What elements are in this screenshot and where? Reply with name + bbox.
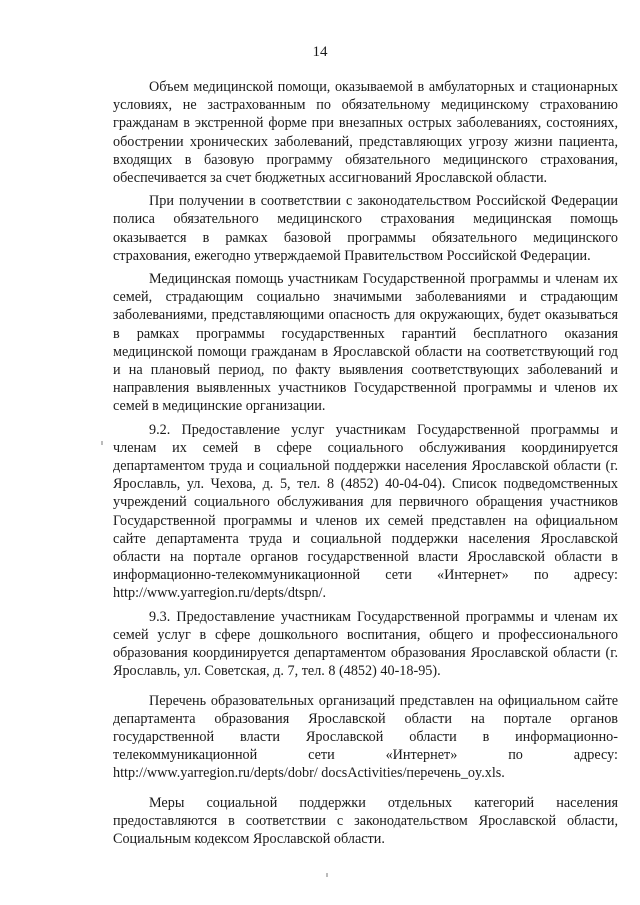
paragraph-9-2-social-services: 9.2. Предоставление услуг участникам Государственной программы и членам их семей в сфере социального обслуживания координируется департаментом труда и социальной поддержки населения Ярославской области (г. Ярославль, ул. Чехова, д. 5, тел. 8 (4852) 40-04-04). Список подведомственных учреждений социального обслуживания для первичного обращения участников Государственной программы и членов их семей представлен на официальном сайте департамента труда и социальной поддержки населения Ярославской области на портале органов государственной власти Ярославской области в информационно-телекоммуникационной сети «Интернет» по адресу: http://www.yarregion.ru/depts/dtspn/. (113, 421, 618, 602)
paragraph-medical-help-volume: Объем медицинской помощи, оказываемой в амбулаторных и стационарных условиях, не застрахованным по обязательному медицинскому страхованию гражданам в экстренной форме при внезапных острых заболеваниях, состояниях, обострении хронических заболеваний, представляющих угрозу жизни пациента, входящих в базовую программу обязательного медицинского страхования, обеспечивается за счет бюджетных ассигнований Ярославской области. (113, 79, 618, 187)
paragraph-social-support-measures: Меры социальной поддержки отдельных категорий населения предоставляются в соответствии с законодательством Ярославской области, Социальным кодексом Ярославской области. (113, 794, 618, 847)
scan-bottom-mark (326, 873, 328, 877)
paragraph-socially-significant-diseases: Медицинская помощь участникам Государственной программы и членам их семей, страдающим социально значимыми заболеваниями и страдающим заболеваниями, представляющими опасность для окружающих, будет оказываться в рамках программы государственных гарантий бесплатного оказания медицинской помощи гражданам в Ярославской области на соответствующий год и на плановый период, по факту выявления соответствующих заболеваний и направления выявленных участников Государственной программы и членов их семей в медицинские организации. (113, 271, 618, 415)
paragraph-insurance-policy: При получении в соответствии с законодательством Российской Федерации полиса обязательного медицинского страхования медицинская помощь оказывается в рамках базовой программы обязательного медицинского страхования, ежегодно утверждаемой Правительством Российской Федерации. (113, 193, 618, 264)
document-body (113, 78, 618, 848)
scan-margin-mark (101, 441, 103, 445)
paragraph-9-3-education: 9.3. Предоставление участникам Государственной программы и членам их семей услуг в сфере дошкольного воспитания, общего и профессионального образования координируется департаментом образования Ярославской области (г. Ярославль, ул. Советская, д. 7, тел. 8 (4852) 40-18-95). (113, 608, 618, 680)
page-number: 14 (312, 44, 328, 60)
paragraph-education-organizations-list: Перечень образовательных организаций представлен на официальном сайте департамента образования Ярославской области на портале органов государственной власти Ярославской области в информационно-телекоммуникационной сети «Интернет» по адресу: http://www.yarregion.ru/depts/dobr/ docsActivities/перечень_oy.xls. (113, 692, 618, 782)
